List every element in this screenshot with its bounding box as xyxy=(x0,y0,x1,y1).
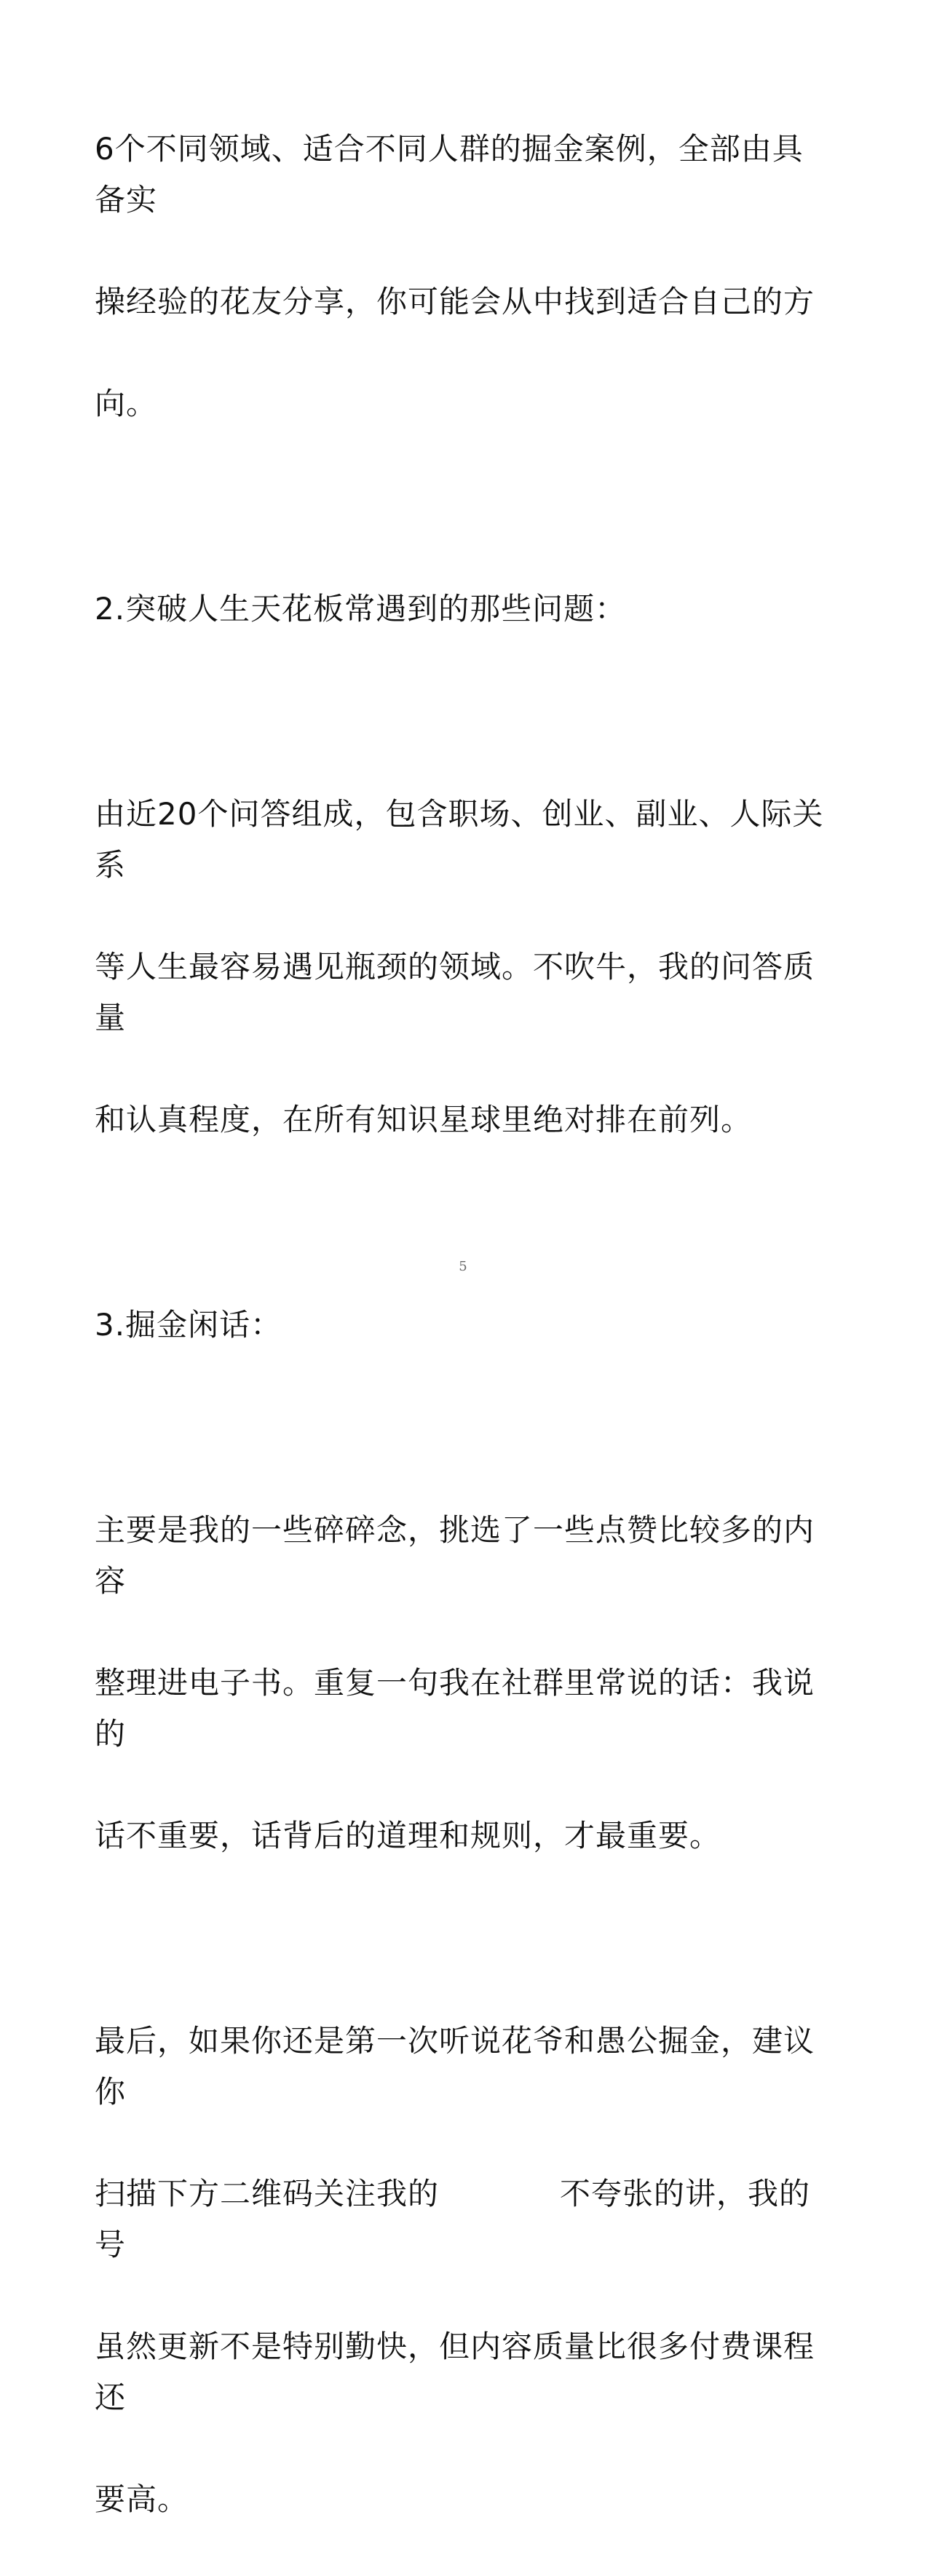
page-content xyxy=(95,73,830,2576)
paragraph-qa-description xyxy=(95,738,830,1196)
text-line: 2.突破人生天花板常遇到的那些问题： xyxy=(95,591,627,627)
section-heading-ceiling-questions xyxy=(95,533,830,685)
text-line xyxy=(95,2168,830,2270)
text-line: 6个不同领域、适合不同人群的掘金案例，全部由具备实 xyxy=(95,131,804,218)
text-line: 由近20个问答组成，包含职场、创业、副业、人际关系 xyxy=(95,796,824,883)
paragraph-closing xyxy=(95,1965,830,2576)
paragraph-chat-description xyxy=(95,1454,830,1912)
text-segment: 不夸张的讲，我的号 xyxy=(95,2176,811,2262)
paragraph-cases-description xyxy=(95,73,830,480)
text-line: 话不重要，话背后的道理和规则，才最重要。 xyxy=(95,1818,721,1853)
text-line: 操经验的花友分享，你可能会从中找到适合自己的方 xyxy=(95,284,815,319)
text-line: 要高。 xyxy=(95,2481,189,2517)
text-line: 3.掘金闲话： xyxy=(95,1307,282,1343)
text-line: 等人生最容易遇见瓶颈的领域。不吹牛，我的问答质量 xyxy=(95,949,815,1035)
text-segment: 扫描下方二维码关注我的 xyxy=(95,2176,440,2211)
text-line: 向。 xyxy=(95,386,158,421)
text-line: 最后，如果你还是第一次听说花爷和愚公掘金，建议你 xyxy=(95,2023,815,2110)
text-line: 主要是我的一些碎碎念，挑选了一些点赞比较多的内容 xyxy=(95,1512,815,1599)
text-line: 虽然更新不是特别勤快，但内容质量比很多付费课程还 xyxy=(95,2329,815,2415)
page-number: 5 xyxy=(459,1259,467,1274)
text-line: 整理进电子书。重复一句我在社群里常说的话：我说的 xyxy=(95,1665,815,1752)
text-line: 和认真程度，在所有知识星球里绝对排在前列。 xyxy=(95,1102,753,1137)
